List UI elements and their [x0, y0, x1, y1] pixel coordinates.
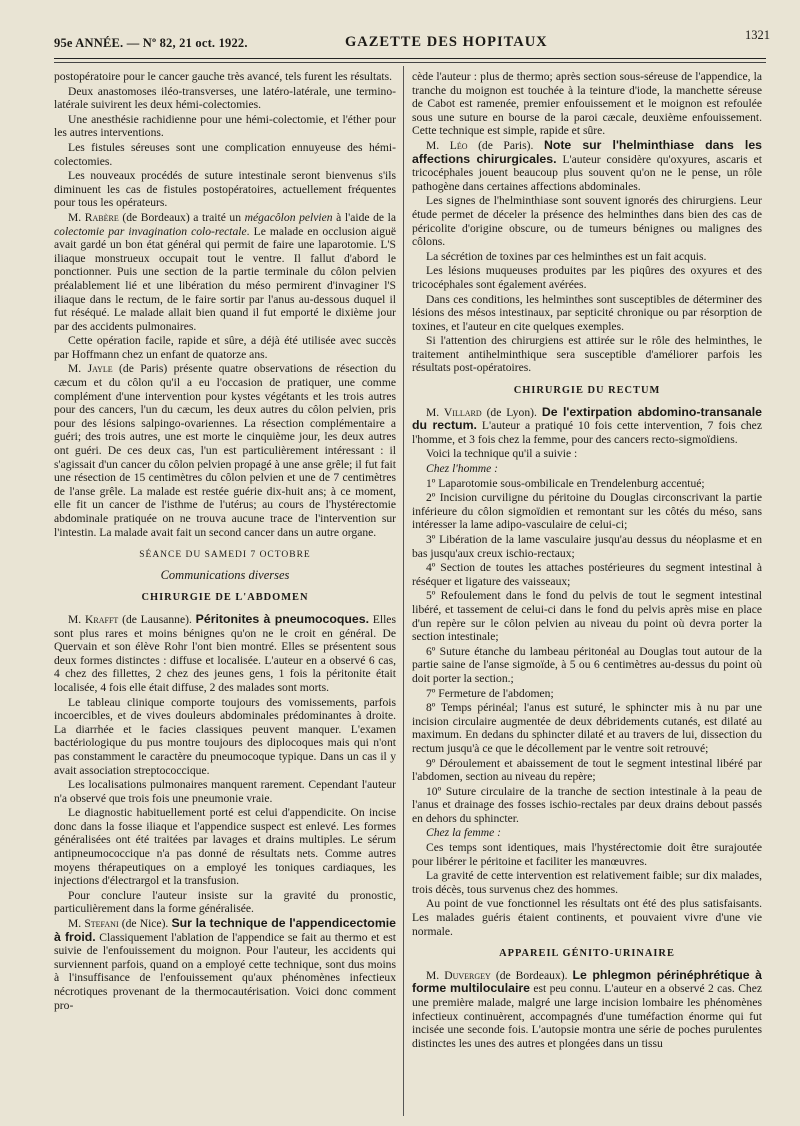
text-run: (de Lausanne). — [118, 612, 196, 626]
list-item: 5º Refoulement dans le fond du pelvis de tout le segment intestinal libéré, et tassement de celui-ci dans le fond du pelvis après mise en place d'un repère sur le côlon pelvien au niveau du point où devra porter la section intestinale; — [412, 589, 762, 644]
list-item: 10º Suture circulaire de la tranche de section intestinale à la peau de l'anus et drainage des fosses ischio-rectales par deux drains debout passés en dehors du sphincter. — [412, 784, 762, 825]
text-run: (de Lyon). — [481, 405, 542, 419]
article-title: Sur la technique de l'appendicectomie à froid. — [54, 916, 396, 944]
emphasis-text: mégacôlon pelvien — [244, 210, 333, 224]
paragraph: postopératoire pour le cancer gauche très avancé, tels furent les résultats. — [54, 70, 393, 83]
author-name: M. Krafft — [68, 612, 119, 626]
list-item: 6º Suture étanche du lambeau péritonéal au Douglas tout autour de la partie saine de l'anse sigmoïde, à 5 ou 6 centimètres au-dessus du point où doit porter la section.; — [412, 644, 762, 685]
paragraph: Le tableau clinique comporte toujours des vomissements, parfois incoercibles, et de vives douleurs abdominales prédominantes à droite. La diarrhée et le facies classiques peuvent manquer. L'examen bactériologique du pus montre toujours des diplocoques mais qui n'ont pas constamment le caractère du pneumocoque typique. Dans un cas il y avait association streptococcique. — [54, 695, 396, 777]
text-run: Elles sont plus rares et moins bénignes qu'on ne le croit en général. De Quervain et son élève Rohr l'ont bien montré. Elles se présentent sous deux formes distinctes : diffuse et localisée. L'auteur en a observé 6 cas, 4 chez des fillettes, 2 chez des jeunes gens, 1 fois la péritonite était localisée, 4 fois elle était diffuse, 2 des malades sont morts. — [54, 612, 396, 694]
list-item: 8º Temps périnéal; l'anus est suturé, le sphincter mis à nu par une incision circulaire augmentée de deux débridements cutanés, est dilaté au maximum. En dedans du sphincter dilaté et au travers de lui, dissection du rectum jusqu'à ce que le décollement par le ventre soit retrouvé; — [412, 701, 762, 755]
article-title: Péritonites à pneumocoques. — [195, 611, 369, 626]
author-name: M. Villard — [426, 405, 482, 419]
text-run: est peu connu. L'auteur en a observé 2 cas. Chez une première malade, malgré une large incision lombaire les phénomènes infectieux continuèrent, accompagnés d'une tuméfaction énorme qui fut incisée une seconde fois. L'autopsie montra une série de poches purulentes distinctes les unes des autres et plongées dans un tissu — [412, 982, 762, 1050]
text-run: . Le malade en occlusion aiguë avait gardé un bon état général qui permit de faire une laparotomie. L'S iliaque monstrueux occupait tout le ventre. Il fallut d'abord le ponctionner. Puis une section de la partie terminale du côlon pelvien préalablement lié et une libération du méso permirent d'invaginer l'S iliaque dans le rectum, de le faire sortir par l'anus au-dessous duquel il fut réséqué. Le malade allait bien quand il fut emporté le dixième jour par des accidents pulmonaires. — [54, 224, 396, 333]
paragraph — [54, 917, 396, 1012]
paragraph: Une anesthésie rachidienne pour une hémi-colectomie, et l'éther pour les autres interventions. — [54, 112, 396, 140]
column-divider — [403, 66, 404, 1116]
list-item: 3º Libération de la lame vasculaire jusqu'au dessus du néoplasme et en bas jusqu'aux creux ischio-rectaux; — [412, 533, 762, 560]
text-run: L'auteur considère qu'oxyures, ascaris et tricocéphales jouent beaucoup plus souvent qu'on ne le pense, un rôle pathogène dans certaines affections abdominales. — [412, 152, 762, 193]
paragraph — [412, 406, 762, 447]
paragraph: Cette opération facile, rapide et sûre, a déjà été utilisée avec succès par Hoffmann chez un enfant de quatorze ans. — [54, 334, 396, 361]
text-run: (de Paris). — [467, 138, 544, 152]
author-name: M. Rabère — [68, 210, 119, 224]
paragraph: La sécrétion de toxines par ces helminthes est un fait acquis. — [426, 249, 707, 263]
paragraph: cède l'auteur : plus de thermo; après section sous-séreuse de l'appendice, la tranche du moignon est touchée à la teinture d'iode, la manchette séreuse de Cabot est ramenée, premier enfouissement et le moignon est refoulée sous une suture en bourse de la paroi cæcale, deuxième enfouissement. Cette technique est simple, rapide et sûre. — [412, 70, 762, 138]
text-run: (de Bordeaux). — [490, 968, 573, 982]
paragraph: Les nouveaux procédés de suture intestinale seront bienvenus s'ils diminuent les cas de fistules postopératoires, actuellement fréquentes pour tous les opérateurs. — [54, 169, 396, 210]
page-number: 1321 — [745, 28, 770, 42]
paragraph: La gravité de cette intervention est relativement faible; sur dix malades, trois décès, tous survenus chez des hommes. — [412, 869, 762, 896]
header-rule-thin — [54, 62, 766, 63]
paragraph: Le diagnostic habituellement porté est celui d'appendicite. On incise donc dans la fosse iliaque et l'appendice suspect est enlevé. Les formes généralisées ont été traitées par lavages et drains multiples. Le sérum antipneumococcique n'a pas donné de résultats nets. Comme autres moyens thérapeutiques on a employé les toniques cardiaques, les injections d'électrargol et la transfusion. — [54, 806, 396, 888]
paragraph: Au point de vue fonctionnel les résultats ont été des plus satisfaisants. Les malades guéris étaient continents, et pouvaient vivre d'une vie normale. — [412, 897, 762, 938]
list-item: 1º Laparotomie sous-ombilicale en Trendelenburg accentué; — [426, 476, 705, 490]
text-run: (de Nice). — [118, 917, 172, 931]
text-run: L'auteur a pratiqué 10 fois cette intervention, 7 fois chez l'homme, et 3 fois chez la femme, pour des cancers recto-sigmoïdiens. — [412, 419, 762, 446]
right-column — [412, 70, 762, 1112]
paragraph — [54, 362, 396, 539]
paragraph: Dans ces conditions, les helminthes sont susceptibles de déterminer des lésions des mésos intestinaux, par septicité chronique ou par résorption de toxines, et l'auteur en cite quelques exemples. — [412, 292, 762, 333]
list-item: 2º Incision curviligne du péritoine du Douglas circonscrivant la partie inférieure du côlon sigmoïdien et remontant sur les côtés du méso, sans intéresser la lame adipo-vasculaire de celui-ci; — [412, 491, 762, 532]
author-name: M. Jayle — [68, 362, 113, 376]
paragraph: Les fistules séreuses sont une complication ennuyeuse des hémi-colectomies. — [54, 140, 396, 168]
paragraph: Les signes de l'helminthiase sont souvent ignorés des chirurgiens. Leur étude permet de déceler la présence des helminthes dans bien des cas de péricolite d'origine obscure, ou de tumeurs bénignes ou malignes des côlons. — [412, 194, 762, 249]
text-run: à l'aide de la — [332, 210, 396, 224]
subheading: Chez la femme : — [426, 826, 502, 840]
text-run: (de Bordeaux) a traité un — [118, 210, 245, 224]
section-heading: CHIRURGIE DU RECTUM — [513, 385, 661, 397]
article-title: Note sur l'helminthiase dans les affections chirurgicales. — [412, 137, 762, 166]
journal-title: GAZETTE DES HOPITAUX — [345, 34, 548, 50]
communications-heading: Communications diverses — [160, 567, 290, 582]
left-column — [54, 70, 396, 1112]
text-run: Classiquement l'ablation de l'appendice se fait au thermo et est suivie de l'enfouissement du moignon. Pour l'auteur, les accidents qui surviennent parfois, quand on a employé cette technique, sont dus moins à l'insuffisance de l'enfouissement qu'aux phénomènes infectieux nécrotiques provenant de la thermocautérisation. Voici donc comment pro- — [54, 930, 396, 1012]
list-item: 7º Fermeture de l'abdomen; — [426, 686, 554, 700]
author-name: M. Duvergey — [426, 968, 491, 982]
issue-line: 95e ANNÉE. — Nº 82, 21 oct. 1922. — [54, 36, 248, 50]
section-heading: APPAREIL GÉNITO-URINAIRE — [499, 948, 675, 960]
article-title: Le phlegmon périnéphrétique à forme multiloculaire — [412, 967, 762, 996]
header-rule — [54, 58, 766, 59]
paragraph: Les localisations pulmonaires manquent rarement. Cependant l'auteur n'a observé que trois fois une pneumonie vraie. — [54, 778, 396, 805]
paragraph — [412, 139, 762, 193]
emphasis-text: colectomie par invagination colo-rectale — [54, 224, 247, 238]
paragraph: Si l'attention des chirurgiens est attirée sur le rôle des helminthes, le traitement antihelminthique sera susceptible d'améliorer parfois les résultats post-opératoires. — [412, 334, 762, 375]
paragraph: Les lésions muqueuses produites par les piqûres des oxyures et des tricocéphales sont également avérées. — [412, 264, 762, 291]
subheading: Chez l'homme : — [426, 462, 499, 476]
section-heading: CHIRURGIE DE L'ABDOMEN — [141, 592, 309, 604]
paragraph: Voici la technique qu'il a suivie : — [426, 447, 578, 461]
meeting-heading: SÉANCE DU SAMEDI 7 OCTOBRE — [139, 550, 311, 561]
paragraph — [54, 613, 396, 695]
paragraph: Deux anastomoses iléo-transverses, une latéro-latérale, une termino-latérale suivirent les deux hémi-colectomies. — [54, 84, 396, 112]
paragraph: Ces temps sont identiques, mais l'hystérectomie doit être surajoutée pour libérer le péritoine et faciliter les manœuvres. — [412, 841, 762, 868]
list-item: 4º Section de toutes les attaches postérieures du segment intestinal à réséquer et ligature des vaisseaux; — [412, 561, 762, 588]
list-item: 9º Déroulement et abaissement de tout le segment intestinal libéré par l'abdomen, section au niveau du repère; — [412, 756, 762, 784]
text-run: (de Paris) présente quatre observations de résection du cæcum et du côlon qu'il a eu l'occasion de pratiquer, une comme complément d'une intervention pour kystes végétants et les trois autres pour des cancers, l'un du cæcum, les deux autres du côlon pelvien, pris pour des lésions salpingo-ovariennes. La résection complémentaire a guéri; des trois autres, une est morte le cinquième jour, les deux autres ont guéri. De ces deux cas, l'un est particulièrement intéressant : il s'agissait d'un cancer du côlon pelvien propagé à une anse grêle; il fut fait une résection de 15 centimètres du côlon pelvien et une de 7 centimètres de l'anse grêle. La malade est restée guérie dix-huit ans; à ce moment, elle fit un cancer de l'isthme de l'utérus; au cours de l'hystérectomie abdominale pratiquée on ne trouva aucune trace de l'intervention sur l'intestin. La malade avait fait un second cancer dans un autre organe. — [54, 362, 396, 539]
paragraph: Pour conclure l'auteur insiste sur la gravité du pronostic, particulièrement dans la forme généralisée. — [54, 888, 396, 916]
author-name: M. Stefani — [68, 917, 119, 931]
author-name: M. Léo — [426, 138, 468, 152]
article-title: De l'extirpation abdomino-transanale du rectum. — [412, 404, 762, 433]
paragraph — [54, 211, 396, 333]
paragraph — [412, 969, 762, 1051]
page-header — [40, 28, 770, 54]
